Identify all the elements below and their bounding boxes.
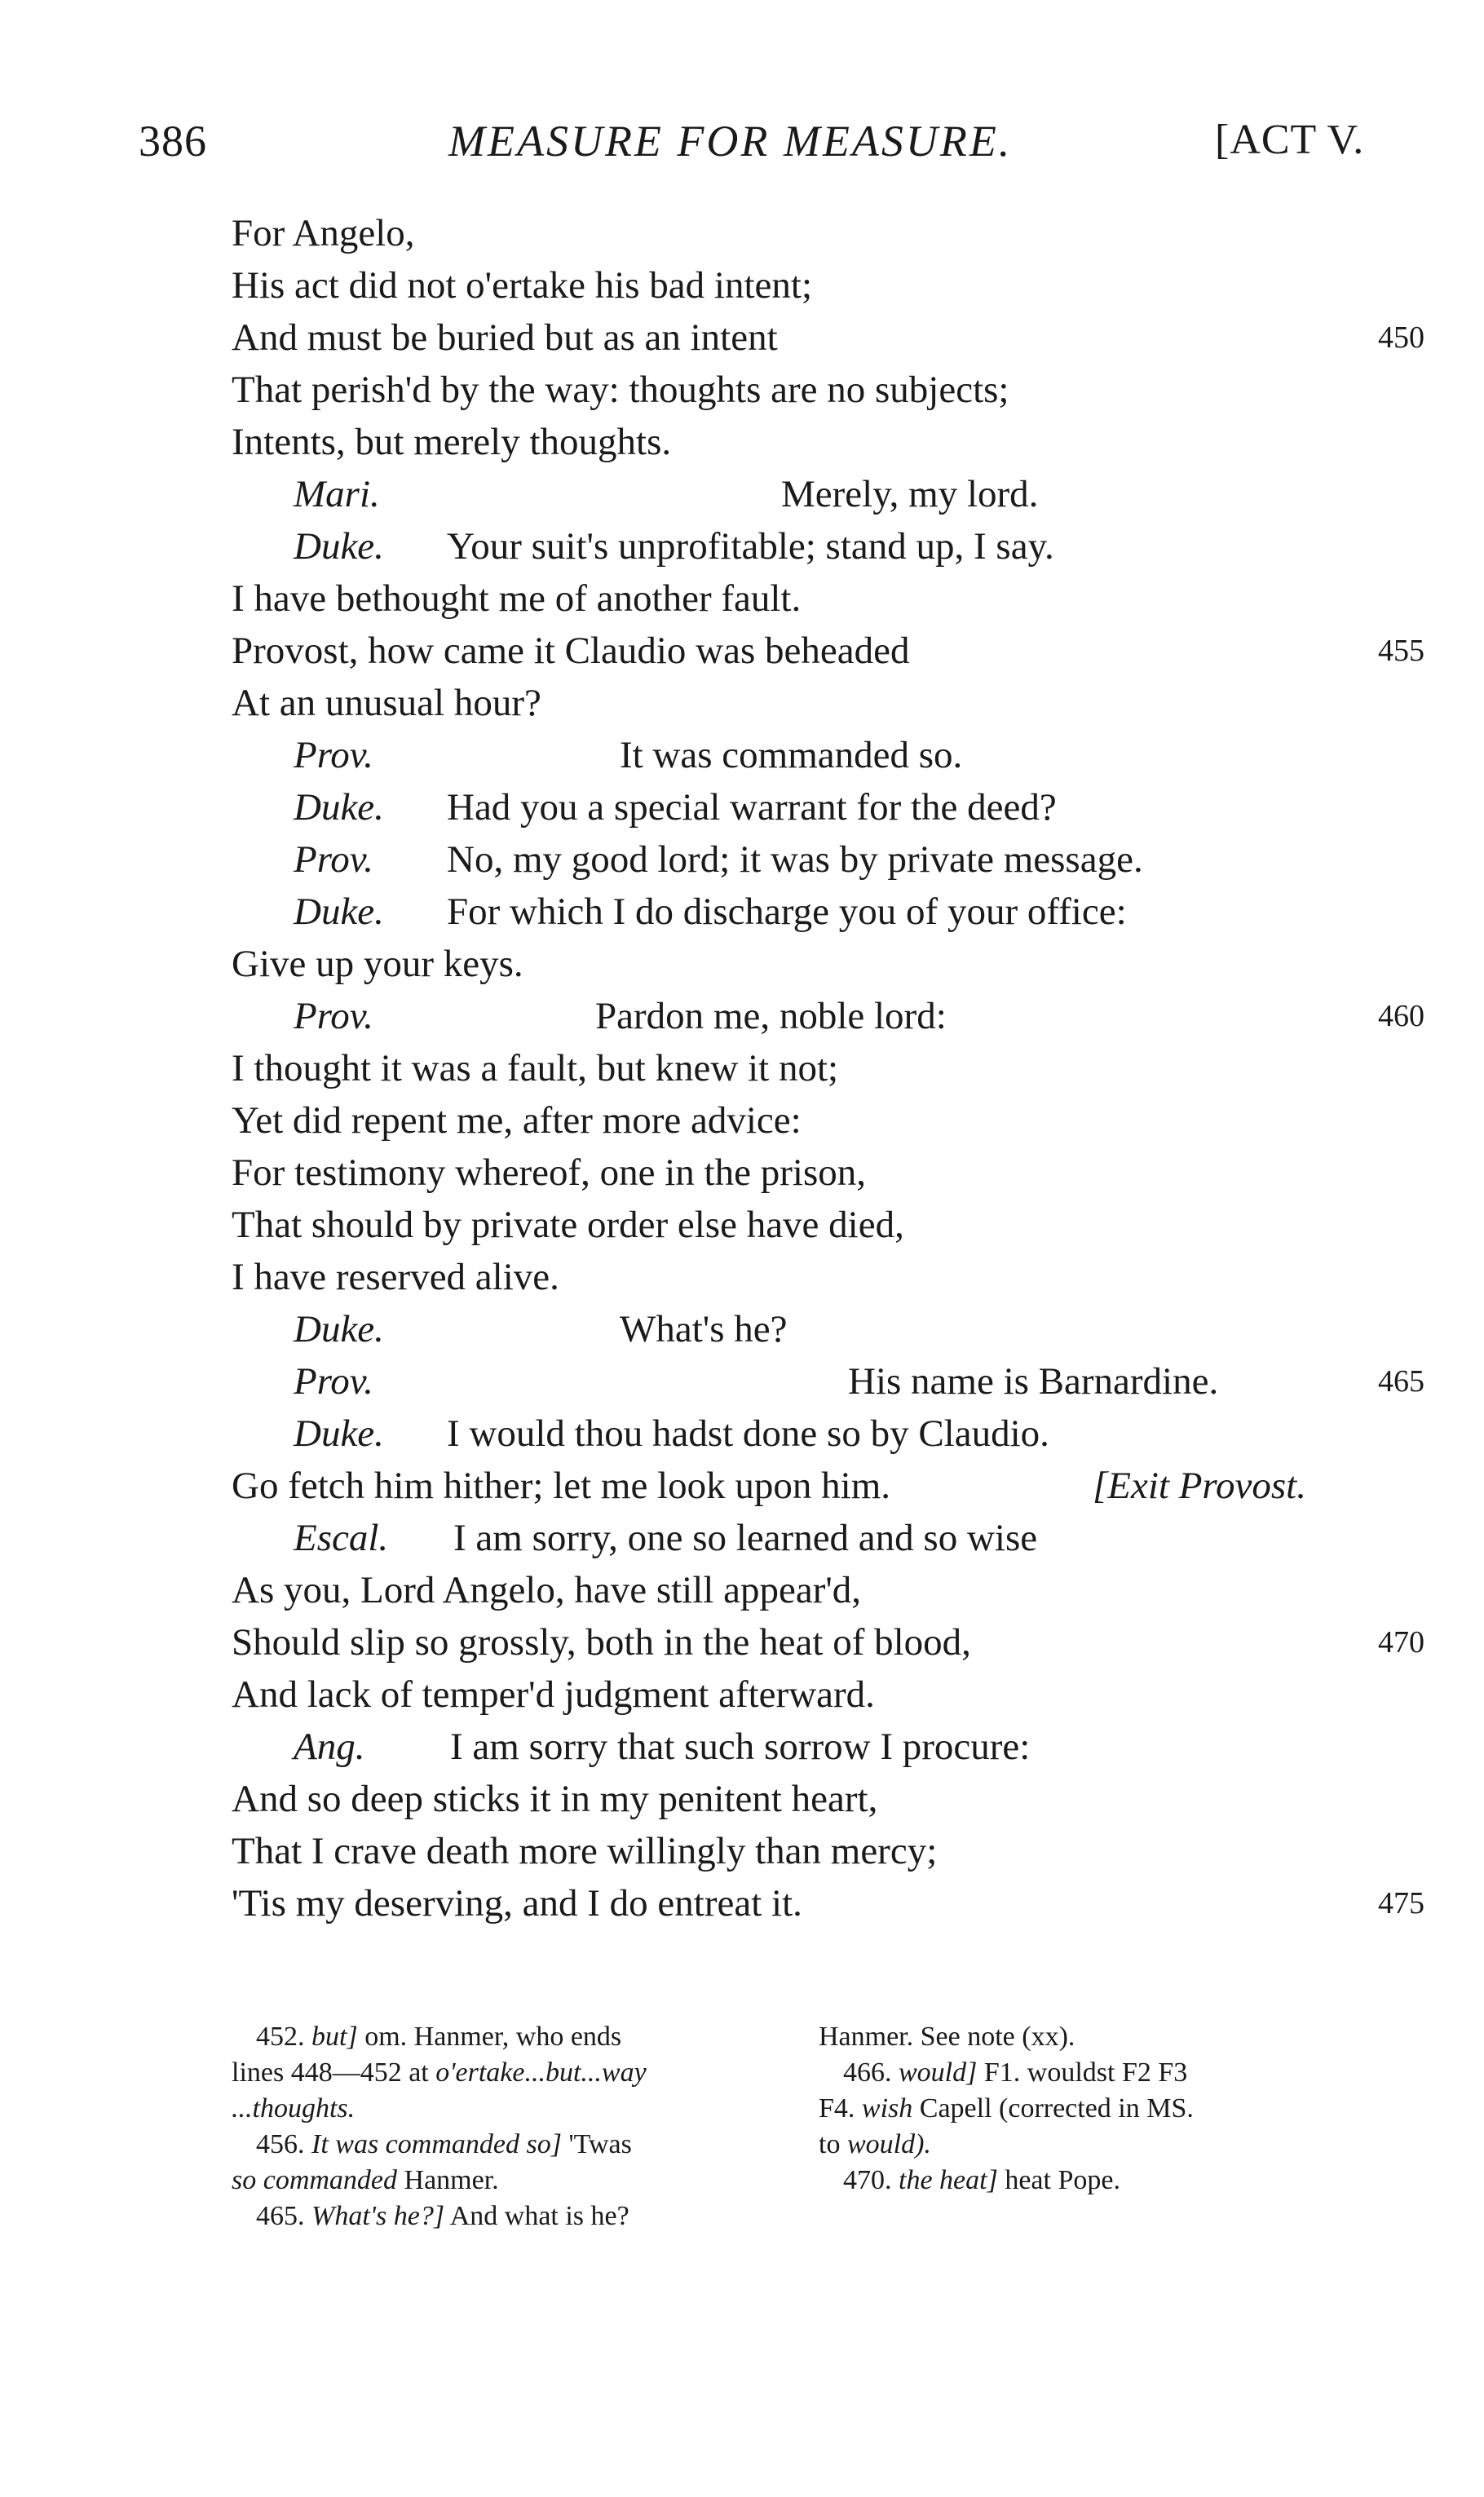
verse-text: Had you a special warrant for the deed? bbox=[447, 786, 1057, 829]
footnote-text: heat Pope. bbox=[1005, 2165, 1120, 2195]
footnote-text: Capell (corrected in MS. bbox=[919, 2093, 1194, 2124]
footnote-text: 456. bbox=[256, 2129, 305, 2159]
line-number: 465 bbox=[1378, 1364, 1424, 1399]
footnote-line bbox=[232, 2127, 794, 2163]
line-number: 460 bbox=[1378, 999, 1424, 1033]
verse-line bbox=[0, 1668, 1484, 1721]
verse-line bbox=[0, 1147, 1484, 1199]
verse-line bbox=[0, 1408, 1484, 1460]
verse-text: That perish'd by the way: thoughts are no subjects; bbox=[232, 369, 1009, 411]
verse-line bbox=[0, 1355, 1484, 1408]
verse-line bbox=[0, 1094, 1484, 1147]
verse-text: His act did not o'ertake his bad intent; bbox=[232, 264, 812, 307]
verse-line bbox=[0, 1512, 1484, 1564]
verse-line bbox=[0, 1616, 1484, 1668]
verse-text: I have bethought me of another fault. bbox=[232, 577, 802, 620]
verse-text: His name is Barnardine. bbox=[848, 1360, 1219, 1403]
verse-text: That I crave death more willingly than mercy; bbox=[232, 1830, 938, 1872]
footnote-text: Hanmer. bbox=[404, 2165, 499, 2195]
speaker-name: Ang. bbox=[294, 1726, 365, 1768]
footnote-line bbox=[232, 2055, 794, 2091]
verse-text: I thought it was a fault, but knew it not; bbox=[232, 1047, 839, 1089]
footnote-lemma: ...thoughts. bbox=[232, 2093, 356, 2124]
verse-text: I have reserved alive. bbox=[232, 1256, 559, 1298]
footnote-line bbox=[819, 2055, 1373, 2091]
verse-text: For Angelo, bbox=[232, 212, 415, 254]
footnote-lemma: would). bbox=[846, 2129, 931, 2159]
speaker-name: Duke. bbox=[294, 786, 384, 829]
footnote-line bbox=[819, 2127, 1373, 2163]
verse-text: As you, Lord Angelo, have still appear'd, bbox=[232, 1569, 862, 1611]
footnote-line bbox=[232, 2163, 794, 2199]
footnote-text: 465. bbox=[256, 2201, 305, 2231]
verse-text: And must be buried but as an intent bbox=[232, 316, 778, 359]
footnote-text: F1. wouldst F2 F3 bbox=[983, 2057, 1188, 2088]
verse-text: That should by private order else have died, bbox=[232, 1204, 904, 1246]
speaker-name: Duke. bbox=[294, 1412, 384, 1455]
speaker-name: Duke. bbox=[294, 525, 384, 568]
running-header bbox=[0, 116, 1484, 181]
footnote-lemma: the heat] bbox=[899, 2165, 998, 2195]
verse-line bbox=[0, 1773, 1484, 1825]
stage-direction: [Exit Provost. bbox=[1093, 1465, 1306, 1507]
verse-line bbox=[0, 781, 1484, 833]
footnote-text: to bbox=[819, 2129, 841, 2159]
speaker-name: Prov. bbox=[294, 995, 373, 1037]
verse-line bbox=[0, 364, 1484, 416]
footnote-lemma: wish bbox=[861, 2093, 913, 2124]
footnote-line bbox=[232, 2199, 794, 2234]
verse-text: Merely, my lord. bbox=[781, 473, 1039, 515]
speaker-name: Duke. bbox=[294, 1308, 384, 1350]
verse-line bbox=[0, 938, 1484, 990]
page-number: 386 bbox=[139, 117, 207, 166]
verse-line bbox=[0, 1199, 1484, 1251]
verse-text: For which I do discharge you of your office: bbox=[447, 891, 1127, 933]
footnote-lemma: but] bbox=[311, 2022, 358, 2052]
verse-line bbox=[0, 1564, 1484, 1616]
speaker-name: Escal. bbox=[294, 1517, 389, 1559]
act-indicator: [ACT V. bbox=[1215, 117, 1365, 163]
verse-line bbox=[0, 416, 1484, 468]
verse-text: Go fetch him hither; let me look upon him. bbox=[232, 1465, 890, 1507]
verse-line bbox=[0, 1042, 1484, 1094]
verse-line bbox=[0, 520, 1484, 572]
verse-text: Give up your keys. bbox=[232, 943, 523, 985]
verse-line bbox=[0, 207, 1484, 259]
verse-line bbox=[0, 990, 1484, 1042]
verse-line bbox=[0, 886, 1484, 938]
verse-line bbox=[0, 1721, 1484, 1773]
footnotes-right-column bbox=[819, 2019, 1373, 2199]
verse-line bbox=[0, 1303, 1484, 1355]
verse-text: Provost, how came it Claudio was beheaded bbox=[232, 630, 910, 672]
footnote-text: And what is he? bbox=[449, 2201, 629, 2231]
verse-line bbox=[0, 572, 1484, 625]
footnote-text: 'Twas bbox=[568, 2129, 632, 2159]
verse-text: Intents, but merely thoughts. bbox=[232, 421, 672, 463]
line-number: 475 bbox=[1378, 1886, 1424, 1920]
verse-text: 'Tis my deserving, and I do entreat it. bbox=[232, 1882, 802, 1925]
verse-text: It was commanded so. bbox=[620, 734, 963, 776]
speaker-name: Prov. bbox=[294, 838, 373, 881]
footnote-text: om. Hanmer, who ends bbox=[364, 2022, 622, 2052]
verse-text: And lack of temper'd judgment afterward. bbox=[232, 1673, 875, 1716]
verse-line bbox=[0, 468, 1484, 520]
verse-line bbox=[0, 625, 1484, 677]
speaker-name: Duke. bbox=[294, 891, 384, 933]
verse-text: No, my good lord; it was by private message. bbox=[447, 838, 1143, 881]
verse-text: What's he? bbox=[620, 1308, 788, 1350]
footnote-text: 466. bbox=[843, 2057, 892, 2088]
footnote-lemma: would] bbox=[899, 2057, 978, 2088]
verse-line bbox=[0, 312, 1484, 364]
verse-text: I am sorry, one so learned and so wise bbox=[453, 1517, 1038, 1559]
verse-line bbox=[0, 1460, 1484, 1512]
verse-text: I am sorry that such sorrow I procure: bbox=[450, 1726, 1031, 1768]
verse-line bbox=[0, 833, 1484, 886]
footnote-lemma: so commanded bbox=[232, 2165, 398, 2195]
line-number: 450 bbox=[1378, 320, 1424, 355]
line-number: 455 bbox=[1378, 634, 1424, 668]
verse-text: I would thou hadst done so by Claudio. bbox=[447, 1412, 1049, 1455]
footnote-lemma: It was commanded so] bbox=[311, 2129, 562, 2159]
footnote-lemma: o'ertake...but...way bbox=[435, 2057, 647, 2088]
footnote-text: Hanmer. See note (xx). bbox=[819, 2022, 1075, 2052]
footnote-line bbox=[232, 2019, 794, 2055]
verse-line bbox=[0, 1877, 1484, 1929]
verse-line bbox=[0, 1825, 1484, 1877]
verse-text: Should slip so grossly, both in the heat of blood, bbox=[232, 1621, 971, 1664]
verse-text: For testimony whereof, one in the prison, bbox=[232, 1151, 866, 1194]
speaker-name: Prov. bbox=[294, 734, 373, 776]
verse-line bbox=[0, 259, 1484, 312]
footnote-lemma: What's he?] bbox=[311, 2201, 445, 2231]
verse-text: Yet did repent me, after more advice: bbox=[232, 1099, 802, 1142]
line-number: 470 bbox=[1378, 1625, 1424, 1660]
footnote-text: 470. bbox=[843, 2165, 892, 2195]
footnote-text: lines 448—452 at bbox=[232, 2057, 429, 2088]
verse-text: And so deep sticks it in my penitent heart, bbox=[232, 1778, 878, 1820]
footnote-line bbox=[232, 2091, 794, 2127]
speaker-name: Mari. bbox=[294, 473, 380, 515]
footnote-text: 452. bbox=[256, 2022, 305, 2052]
running-title: MEASURE FOR MEASURE. bbox=[448, 117, 1013, 166]
footnotes-left-column bbox=[232, 2019, 794, 2234]
verse-text: Your suit's unprofitable; stand up, I say. bbox=[447, 525, 1054, 568]
verse-line bbox=[0, 677, 1484, 729]
footnote-line bbox=[819, 2019, 1373, 2055]
footnote-line bbox=[819, 2091, 1373, 2127]
verse-line bbox=[0, 729, 1484, 781]
footnote-text: F4. bbox=[819, 2093, 855, 2124]
verse-body bbox=[0, 207, 1484, 1929]
verse-line bbox=[0, 1251, 1484, 1303]
verse-text: At an unusual hour? bbox=[232, 682, 541, 724]
speaker-name: Prov. bbox=[294, 1360, 373, 1403]
verse-text: Pardon me, noble lord: bbox=[595, 995, 947, 1037]
footnote-line bbox=[819, 2163, 1373, 2199]
